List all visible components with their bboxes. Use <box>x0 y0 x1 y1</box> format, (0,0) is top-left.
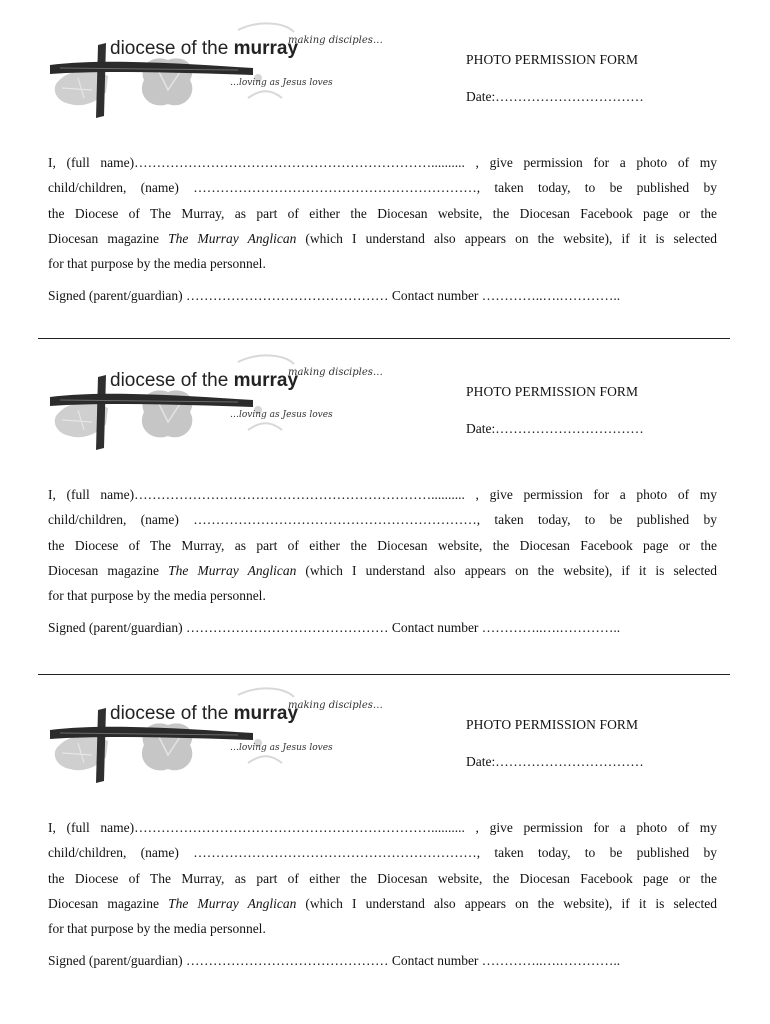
magazine-title: The Murray Anglican <box>168 895 297 911</box>
diocese-logo <box>48 683 408 783</box>
permission-statement <box>48 482 717 608</box>
logo-name-bold: murray <box>233 703 299 724</box>
diocese-logo <box>48 350 408 450</box>
statement-line: the Diocese of The Murray, as part of either the Diocesan website, the Diocesan Facebook page or the <box>48 537 717 553</box>
form-title: PHOTO PERMISSION FORM <box>466 52 639 67</box>
full-name-field[interactable]: I, (full name)………………………………………………………….......... , give permission for a photo of my <box>48 487 717 502</box>
signature-contact-field[interactable]: Signed (parent/guardian) ……………………………………… Contact number …………..….………….. <box>48 953 621 968</box>
full-name-field[interactable]: I, (full name)………………………………………………………….......... , give permission for a photo of my <box>48 820 717 835</box>
logo-tagline-bottom: …loving as Jesus loves <box>230 743 333 753</box>
signature-contact-field[interactable]: Signed (parent/guardian) ……………………………………… Contact number …………..….………….. <box>48 288 621 303</box>
child-name-field[interactable]: child/children, (name) ………………………………………………………, taken today, to be published by <box>48 180 717 196</box>
magazine-title: The Murray Anglican <box>168 230 297 246</box>
statement-line: the Diocese of The Murray, as part of either the Diocesan website, the Diocesan Facebook page or the <box>48 870 717 886</box>
statement-text: Diocesan magazine <box>48 230 169 246</box>
logo-tagline-top: making disciples… <box>288 700 383 711</box>
statement-line: for that purpose by the media personnel. <box>48 588 266 604</box>
logo-name: diocese of the <box>110 38 234 59</box>
statement-line: for that purpose by the media personnel. <box>48 256 266 272</box>
statement-text: (which I understand also appears on the website), if it is selected <box>296 562 717 578</box>
logo-name: diocese of the <box>110 370 234 391</box>
logo-tagline-top: making disciples… <box>288 35 383 46</box>
child-name-field[interactable]: child/children, (name) ………………………………………………………, taken today, to be published by <box>48 845 717 861</box>
permission-form-3 <box>0 665 770 997</box>
svg-text:diocese of the murray <box>110 370 298 391</box>
logo-name: diocese of the <box>110 703 234 724</box>
statement-text: (which I understand also appears on the website), if it is selected <box>296 895 717 911</box>
permission-form-1 <box>0 0 770 332</box>
permission-form-2 <box>0 332 770 664</box>
logo-tagline-top: making disciples… <box>288 367 383 378</box>
statement-line <box>48 891 717 916</box>
statement-line: the Diocese of The Murray, as part of either the Diocesan website, the Diocesan Facebook page or the <box>48 205 717 221</box>
svg-text:diocese of the murray <box>110 38 298 59</box>
logo-tagline-bottom: …loving as Jesus loves <box>230 78 333 88</box>
diocese-logo <box>48 18 408 118</box>
full-name-field[interactable]: I, (full name)………………………………………………………….......... , give permission for a photo of my <box>48 155 717 170</box>
statement-line <box>48 226 717 251</box>
svg-text:diocese of the murray <box>110 703 298 724</box>
logo-tagline-bottom: …loving as Jesus loves <box>230 410 333 420</box>
signature-contact-field[interactable]: Signed (parent/guardian) ……………………………………… Contact number …………..….………….. <box>48 620 621 635</box>
date-field[interactable]: Date:…………………………… <box>466 754 644 769</box>
statement-text: Diocesan magazine <box>48 562 169 578</box>
date-field[interactable]: Date:…………………………… <box>466 421 644 436</box>
child-name-field[interactable]: child/children, (name) ………………………………………………………, taken today, to be published by <box>48 512 717 528</box>
statement-line: for that purpose by the media personnel. <box>48 921 266 937</box>
permission-statement <box>48 815 717 941</box>
magazine-title: The Murray Anglican <box>168 562 297 578</box>
permission-statement <box>48 150 717 276</box>
statement-line <box>48 558 717 583</box>
logo-name-bold: murray <box>233 370 299 391</box>
logo-name-bold: murray <box>233 38 299 59</box>
form-title: PHOTO PERMISSION FORM <box>466 717 639 732</box>
date-field[interactable]: Date:…………………………… <box>466 89 644 104</box>
statement-text: Diocesan magazine <box>48 895 169 911</box>
statement-text: (which I understand also appears on the website), if it is selected <box>296 230 717 246</box>
form-title: PHOTO PERMISSION FORM <box>466 384 639 399</box>
